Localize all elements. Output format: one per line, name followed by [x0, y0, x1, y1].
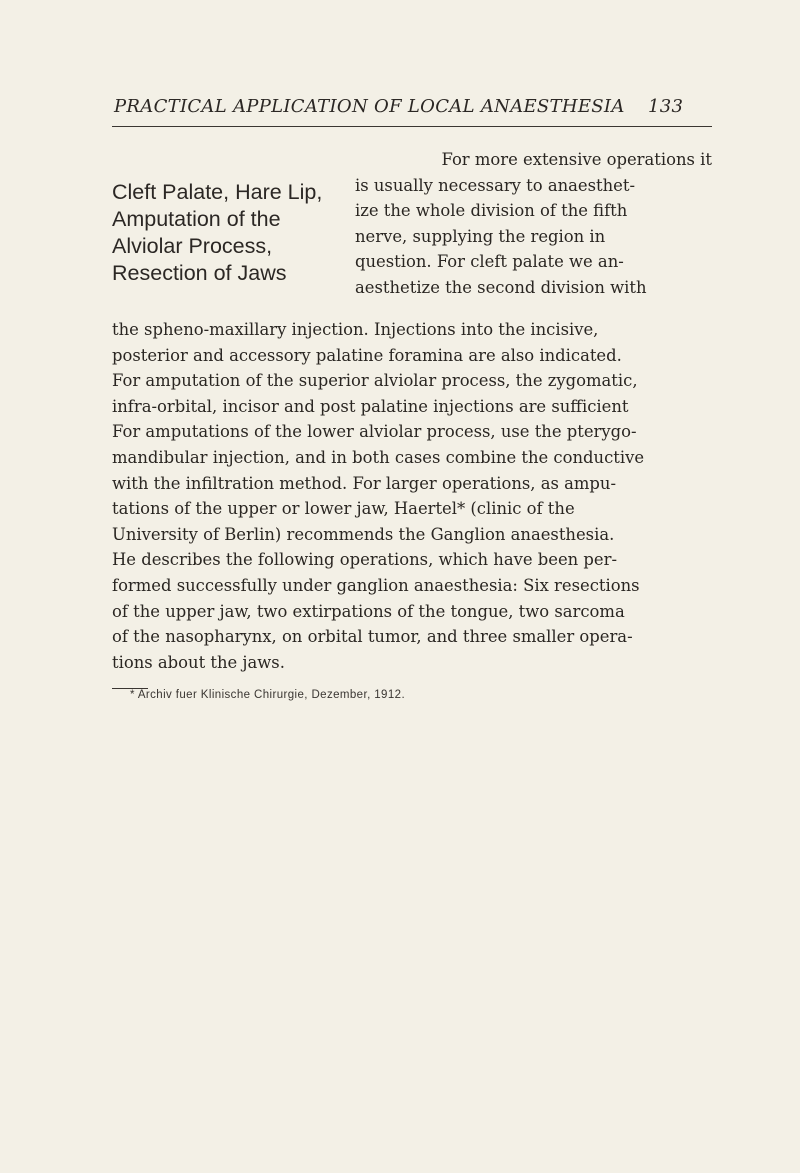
text-line: question. For cleft palate we an- — [355, 252, 624, 272]
text-line: posterior and accessory palatine foramina are also indicated. — [112, 345, 622, 365]
text-line: is usually necessary to anaesthet- — [355, 175, 635, 195]
section-sidehead — [112, 179, 352, 287]
sidehead-line: Alviolar Process, — [112, 234, 273, 258]
text-line: mandibular injection, and in both cases combine the conductive — [112, 447, 645, 467]
text-line: ize the whole division of the fifth — [355, 201, 628, 221]
text-line: University of Berlin) recommends the Ganglion anaesthesia. — [112, 524, 615, 544]
body-paragraph — [112, 317, 712, 675]
text-line: with the infiltration method. For larger operations, as ampu- — [112, 473, 616, 493]
footnote: * Archiv fuer Klinische Chirurgie, Dezember, 1912. — [130, 689, 406, 701]
text-line: formed successfully under ganglion anaesthesia: Six resections — [112, 575, 640, 595]
running-head — [112, 96, 712, 124]
header-rule — [112, 126, 712, 127]
right-column-text — [355, 147, 712, 301]
sidehead-line: Cleft Palate, Hare Lip, — [112, 180, 323, 204]
sidehead-line: Resection of Jaws — [112, 261, 287, 285]
text-line: aesthetize the second division with — [355, 277, 647, 297]
text-line: For amputations of the lower alviolar process, use the pterygo- — [112, 422, 637, 442]
text-line: infra-orbital, incisor and post palatine injections are sufficient — [112, 396, 629, 416]
text-line: tations of the upper or lower jaw, Haertel* (clinic of the — [112, 499, 575, 519]
text-line: He describes the following operations, which have been per- — [112, 550, 617, 570]
text-line: the spheno-maxillary injection. Injections into the incisive, — [112, 320, 599, 339]
text-line: of the upper jaw, two extirpations of the tongue, two sarcoma — [112, 601, 625, 621]
text-line: For amputation of the superior alviolar process, the zygomatic, — [112, 371, 638, 391]
text-line: nerve, supplying the region in — [355, 226, 606, 246]
running-title: PRACTICAL APPLICATION OF LOCAL ANAESTHESIA — [114, 96, 625, 117]
text-line: tions about the jaws. — [112, 652, 285, 672]
sidehead-line: Amputation of the — [112, 207, 281, 231]
page-number: 133 — [648, 96, 684, 117]
text-line: of the nasopharynx, on orbital tumor, and three smaller opera- — [112, 627, 633, 647]
text-line: For more extensive operations it — [441, 150, 712, 169]
